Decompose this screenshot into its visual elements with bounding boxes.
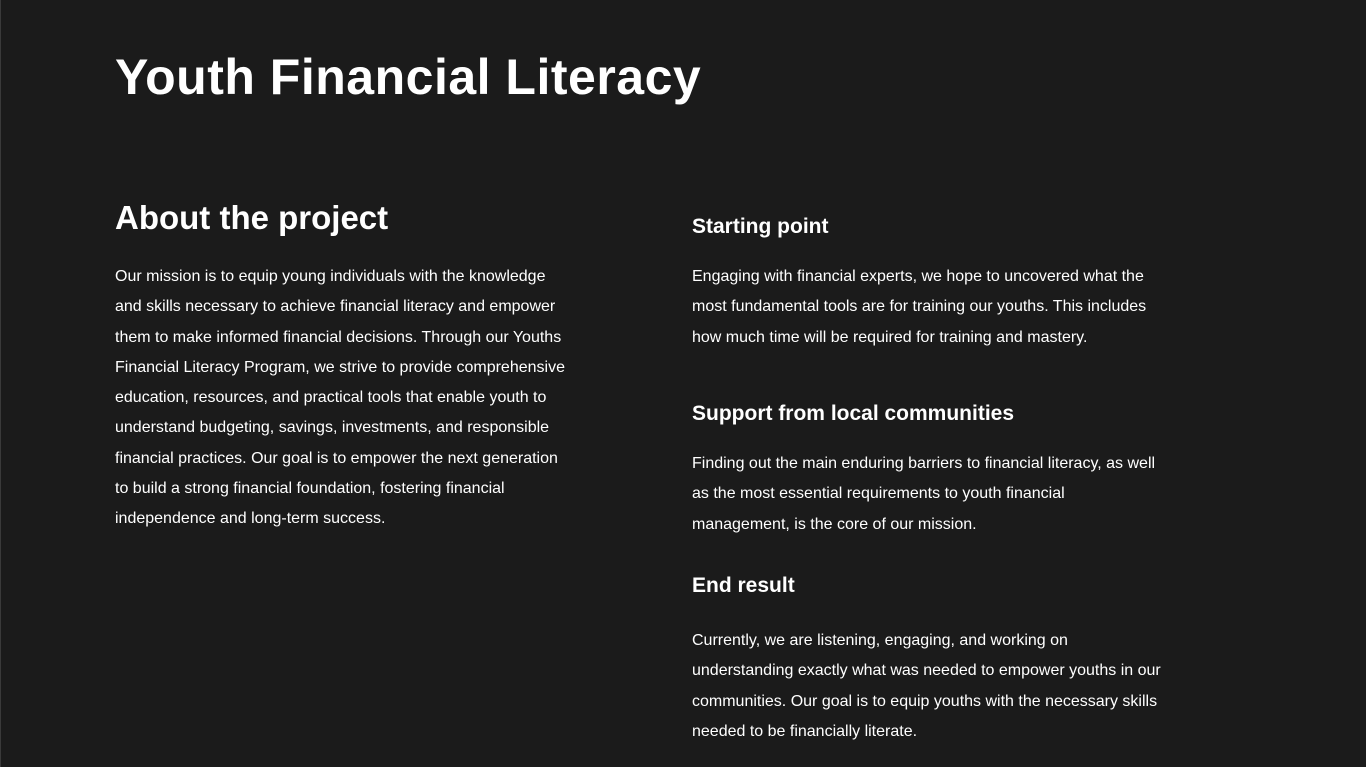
starting-point-heading: Starting point (692, 215, 829, 238)
community-support-heading: Support from local communities (692, 402, 1015, 425)
end-result-body: Currently, we are listening, engaging, and working on understanding exactly what was needed to empower youths in our communities. Our goal is to equip youths with the necessary skills needed to be financially literate. (692, 632, 1161, 740)
community-support-body: Finding out the main enduring barriers to financial literacy, as well as the most essential requirements to youth financial management, is the core of our mission. (692, 455, 1156, 533)
about-heading: About the project (115, 199, 389, 236)
page-title: Youth Financial Literacy (115, 49, 702, 105)
starting-point-body: Engaging with financial experts, we hope to uncovered what the most fundamental tools are for training our youths. This includes how much time will be required for training and mastery. (692, 268, 1147, 346)
end-result-heading: End result (692, 574, 795, 597)
about-body: Our mission is to equip young individuals with the knowledge and skills necessary to achieve financial literacy and empower them to make informed financial decisions. Through our Youths Financial Literacy Program, we strive to provide comprehensive education, resources, and practical tools that enable youth to understand budgeting, savings, investments, and responsible financial practices. Our goal is to empower the next generation to build a strong financial foundation, fostering financial independence and long-term success. (115, 268, 565, 528)
